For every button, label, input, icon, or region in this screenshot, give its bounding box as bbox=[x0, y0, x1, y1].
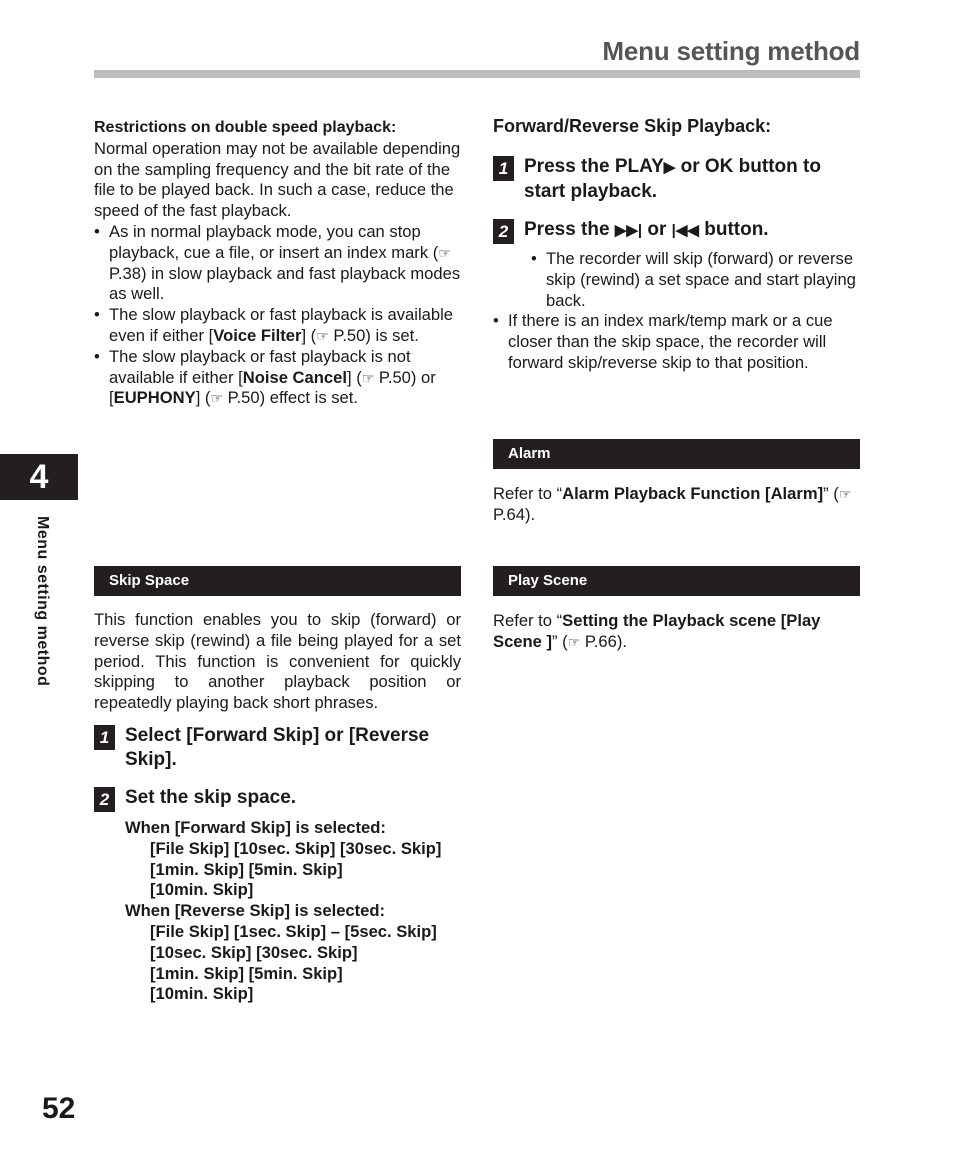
play-icon: ▶ bbox=[663, 159, 676, 176]
step-text: Press the ▶▶| or |◀◀ button. bbox=[524, 219, 769, 240]
fr-list bbox=[493, 311, 858, 373]
skip-step-1 bbox=[94, 724, 464, 772]
reference-icon: ☞ bbox=[567, 633, 581, 650]
fr-sub-list bbox=[531, 249, 856, 311]
step-number: 1 bbox=[94, 725, 115, 750]
chapter-side-label: Menu setting method bbox=[34, 516, 51, 687]
step-number: 2 bbox=[493, 219, 514, 244]
skip-space-bar: Skip Space bbox=[94, 566, 461, 596]
list-item: • The slow playback or fast playback is available even if either [Voice Filter] (☞ P.50) is set. bbox=[94, 305, 462, 347]
fr-skip-heading: Forward/Reverse Skip Playback: bbox=[493, 116, 772, 136]
header-rule bbox=[94, 70, 860, 78]
forward-skip-options-1: [File Skip] [10sec. Skip] [30sec. Skip] bbox=[150, 838, 442, 858]
skip-options bbox=[125, 818, 470, 1005]
list-item: • As in normal playback mode, you can stop playback, cue a file, or insert an index mark (☞ P.38) in slow playback and fast playback modes as well. bbox=[94, 222, 462, 305]
page-title: Menu setting method bbox=[602, 36, 860, 66]
step-number: 2 bbox=[94, 787, 115, 812]
play-scene-ref: Refer to “Setting the Playback scene [Play Scene ]” (☞ P.66). bbox=[493, 611, 821, 651]
reverse-skip-heading: When [Reverse Skip] is selected: bbox=[125, 901, 386, 921]
fast-forward-icon: ▶▶| bbox=[614, 222, 643, 239]
rewind-icon: |◀◀ bbox=[671, 222, 699, 239]
skip-space-body: This function enables you to skip (forward) or reverse skip (rewind) a file being played for a set period. This function is convenient for quickly skipping to another playback position or repeatedly playing back short phrases. bbox=[94, 610, 461, 713]
alarm-ref: Refer to “Alarm Playback Function [Alarm]” (☞ P.64). bbox=[493, 484, 852, 524]
fr-step-2 bbox=[493, 218, 863, 244]
reverse-skip-options-3: [1min. Skip] [5min. Skip] bbox=[150, 963, 343, 983]
list-item: • The recorder will skip (forward) or reverse skip (rewind) a set space and start playing back. bbox=[531, 249, 856, 311]
forward-skip-heading: When [Forward Skip] is selected: bbox=[125, 818, 386, 837]
reference-icon: ☞ bbox=[438, 244, 451, 261]
reference-icon: ☞ bbox=[838, 486, 852, 502]
alarm-bar: Alarm bbox=[493, 439, 860, 469]
reference-icon: ☞ bbox=[316, 327, 329, 344]
step-number: 1 bbox=[493, 156, 514, 181]
restrictions-heading: Restrictions on double speed playback: bbox=[94, 119, 397, 136]
reference-icon: ☞ bbox=[210, 390, 223, 407]
fr-step-1 bbox=[493, 155, 863, 204]
reverse-skip-options-2: [10sec. Skip] [30sec. Skip] bbox=[150, 942, 358, 962]
reverse-skip-options-1: [File Skip] [1sec. Skip] – [5sec. Skip] bbox=[150, 921, 437, 941]
reference-icon: ☞ bbox=[361, 369, 375, 386]
forward-skip-options-3: [10min. Skip] bbox=[150, 880, 254, 900]
restrictions-section bbox=[94, 118, 462, 409]
skip-step-2 bbox=[94, 786, 464, 812]
restrictions-list bbox=[94, 222, 462, 409]
forward-skip-options-2: [1min. Skip] [5min. Skip] bbox=[150, 859, 343, 879]
list-item: • If there is an index mark/temp mark or a cue closer than the skip space, the recorder will forward skip/reverse skip to that position. bbox=[493, 311, 858, 373]
list-item: • The slow playback or fast playback is not available if either [Noise Cancel] (☞ P.50) or [EUPHONY] (☞ P.50) effect is set. bbox=[94, 347, 462, 409]
page-number: 52 bbox=[42, 1092, 76, 1125]
step-text: Set the skip space. bbox=[125, 787, 297, 808]
reverse-skip-options-4: [10min. Skip] bbox=[150, 984, 254, 1004]
restrictions-body: Normal operation may not be available depending on the sampling frequency and the bit rate of the file to be played back. In such a case, reduce the speed of the fast playback. bbox=[94, 138, 461, 221]
step-text: Select [Forward Skip] or [Reverse Skip]. bbox=[125, 725, 430, 770]
step-text: Press the PLAY▶ or OK button to start playback. bbox=[524, 156, 821, 202]
play-scene-bar: Play Scene bbox=[493, 566, 860, 596]
chapter-tab: 4 bbox=[0, 454, 78, 500]
